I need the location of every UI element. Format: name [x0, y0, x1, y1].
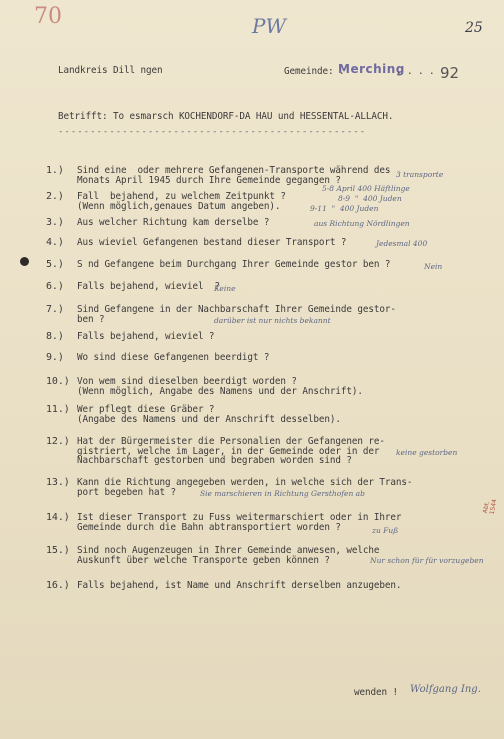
question-text: Sind eine oder mehrere Gefangenen-Transporte während des [77, 165, 391, 176]
handwritten-answer: Keine [214, 284, 236, 293]
question-text: Falls bejahend, wieviel ? [77, 281, 220, 292]
handwritten-answer: aus Richtung Nördlingen [314, 219, 410, 228]
question-text: Wo sind diese Gefangenen beerdigt ? [77, 352, 270, 363]
question-text: Falls bejahend, wieviel ? [77, 331, 215, 342]
question-text: Kann die Richtung angegeben werden, in welche sich der Trans- [77, 477, 413, 488]
divider: ------------------------------------------------ [58, 127, 367, 137]
handwritten-answer: 3 transporte [396, 170, 444, 179]
question-number: 14.) [46, 512, 70, 523]
signature: Wolfgang Ing. [410, 684, 481, 695]
edge-pencil-mark: Abt. 1544 [481, 498, 499, 516]
question-number: 4.) [46, 237, 64, 248]
handwritten-answer: 9-11 " 400 Juden [310, 204, 379, 213]
municipality-suffix: . . . . . [396, 66, 446, 77]
question-text: Fall bejahend, zu welchem Zeitpunkt ? [77, 191, 286, 202]
question-number: 9.) [46, 352, 64, 363]
question-text: Sind noch Augenzeugen in Ihrer Gemeinde anwesen, welche [77, 545, 380, 556]
handwritten-answer: 5-8 April 400 Häftlinge [322, 184, 410, 193]
initials: PW [252, 14, 287, 38]
question-text: Ist dieser Transport zu Fuss weitermarschiert oder in Ihrer [77, 512, 402, 523]
question-number: 3.) [46, 217, 64, 228]
question-number: 11.) [46, 404, 70, 415]
question-text: ben ? [77, 313, 105, 325]
question-text: Auskunft über welche Transporte geben können ? [77, 554, 330, 566]
handwritten-answer: keine gestorben [396, 448, 458, 457]
page-corner-number: 25 [465, 20, 483, 36]
question-text: (Wenn möglich, Angabe des Namens und der Anschrift). [77, 385, 363, 397]
question-text: gistriert, welche im Lager, in der Gemeinde oder in der [77, 445, 380, 457]
question-text: Aus wieviel Gefangenen bestand dieser Transport ? [77, 237, 347, 248]
handwritten-answer: Sie marschieren in Richtung Gersthofen ab [200, 489, 365, 498]
question-number: 12.) [46, 436, 70, 447]
question-text: S nd Gefangene beim Durchgang Ihrer Gemeinde gestor ben ? [77, 259, 391, 270]
handwritten-answer: Nein [424, 262, 443, 271]
punch-hole [20, 257, 29, 266]
question-text: Aus welcher Richtung kam derselbe ? [77, 217, 270, 228]
page-number: 92 [440, 64, 460, 82]
handwritten-answer: Nur schon für für vorzugeben [370, 556, 484, 565]
handwritten-answer: 8-9 " 400 Juden [338, 194, 402, 203]
municipality-label: Gemeinde: . [284, 66, 350, 77]
municipality-stamp: Merching [338, 62, 405, 76]
corner-number: 70 [34, 4, 62, 29]
question-number: 7.) [46, 304, 64, 315]
question-number: 13.) [46, 477, 70, 488]
question-text: Monats April 1945 durch Ihre Gemeinde gegangen ? [77, 174, 341, 186]
question-text: Wer pflegt diese Gräber ? [77, 404, 215, 415]
question-number: 15.) [46, 545, 70, 556]
question-text: port begeben hat ? [77, 486, 176, 498]
question-number: 10.) [46, 376, 70, 387]
question-text: Hat der Bürgermeister die Personalien der Gefangenen re- [77, 436, 385, 447]
question-number: 2.) [46, 191, 64, 202]
handwritten-answer: zu Fuß [372, 526, 399, 535]
district-label: Landkreis Dill ngen [58, 65, 163, 76]
question-text: Sind Gefangene in der Nachbarschaft Ihrer Gemeinde gestor- [77, 304, 396, 315]
question-text: Gemeinde durch die Bahn abtransportiert worden ? [77, 521, 341, 533]
question-number: 5.) [46, 259, 64, 270]
handwritten-answer: darüber ist nur nichts bekannt [214, 316, 331, 325]
question-number: 8.) [46, 331, 64, 342]
subject-line: Betrifft: To esmarsch KOCHENDORF-DA HAU und HESSENTAL-ALLACH. [58, 111, 394, 122]
turn-page-label: wenden ! [354, 687, 398, 698]
question-text: Falls bejahend, ist Name und Anschrift derselben anzugeben. [77, 580, 402, 591]
handwritten-answer: Jedesmal 400 [376, 239, 428, 248]
question-text: Von wem sind dieselben beerdigt worden ? [77, 376, 297, 387]
question-text: (Angabe des Namens und der Anschrift desselben). [77, 413, 341, 425]
question-text: Nachbarschaft gestorben und begraben worden sind ? [77, 455, 352, 467]
question-text: (Wenn möglich,genaues Datum angeben). [77, 200, 281, 212]
question-number: 1.) [46, 165, 64, 176]
question-number: 6.) [46, 281, 64, 292]
question-number: 16.) [46, 580, 70, 591]
